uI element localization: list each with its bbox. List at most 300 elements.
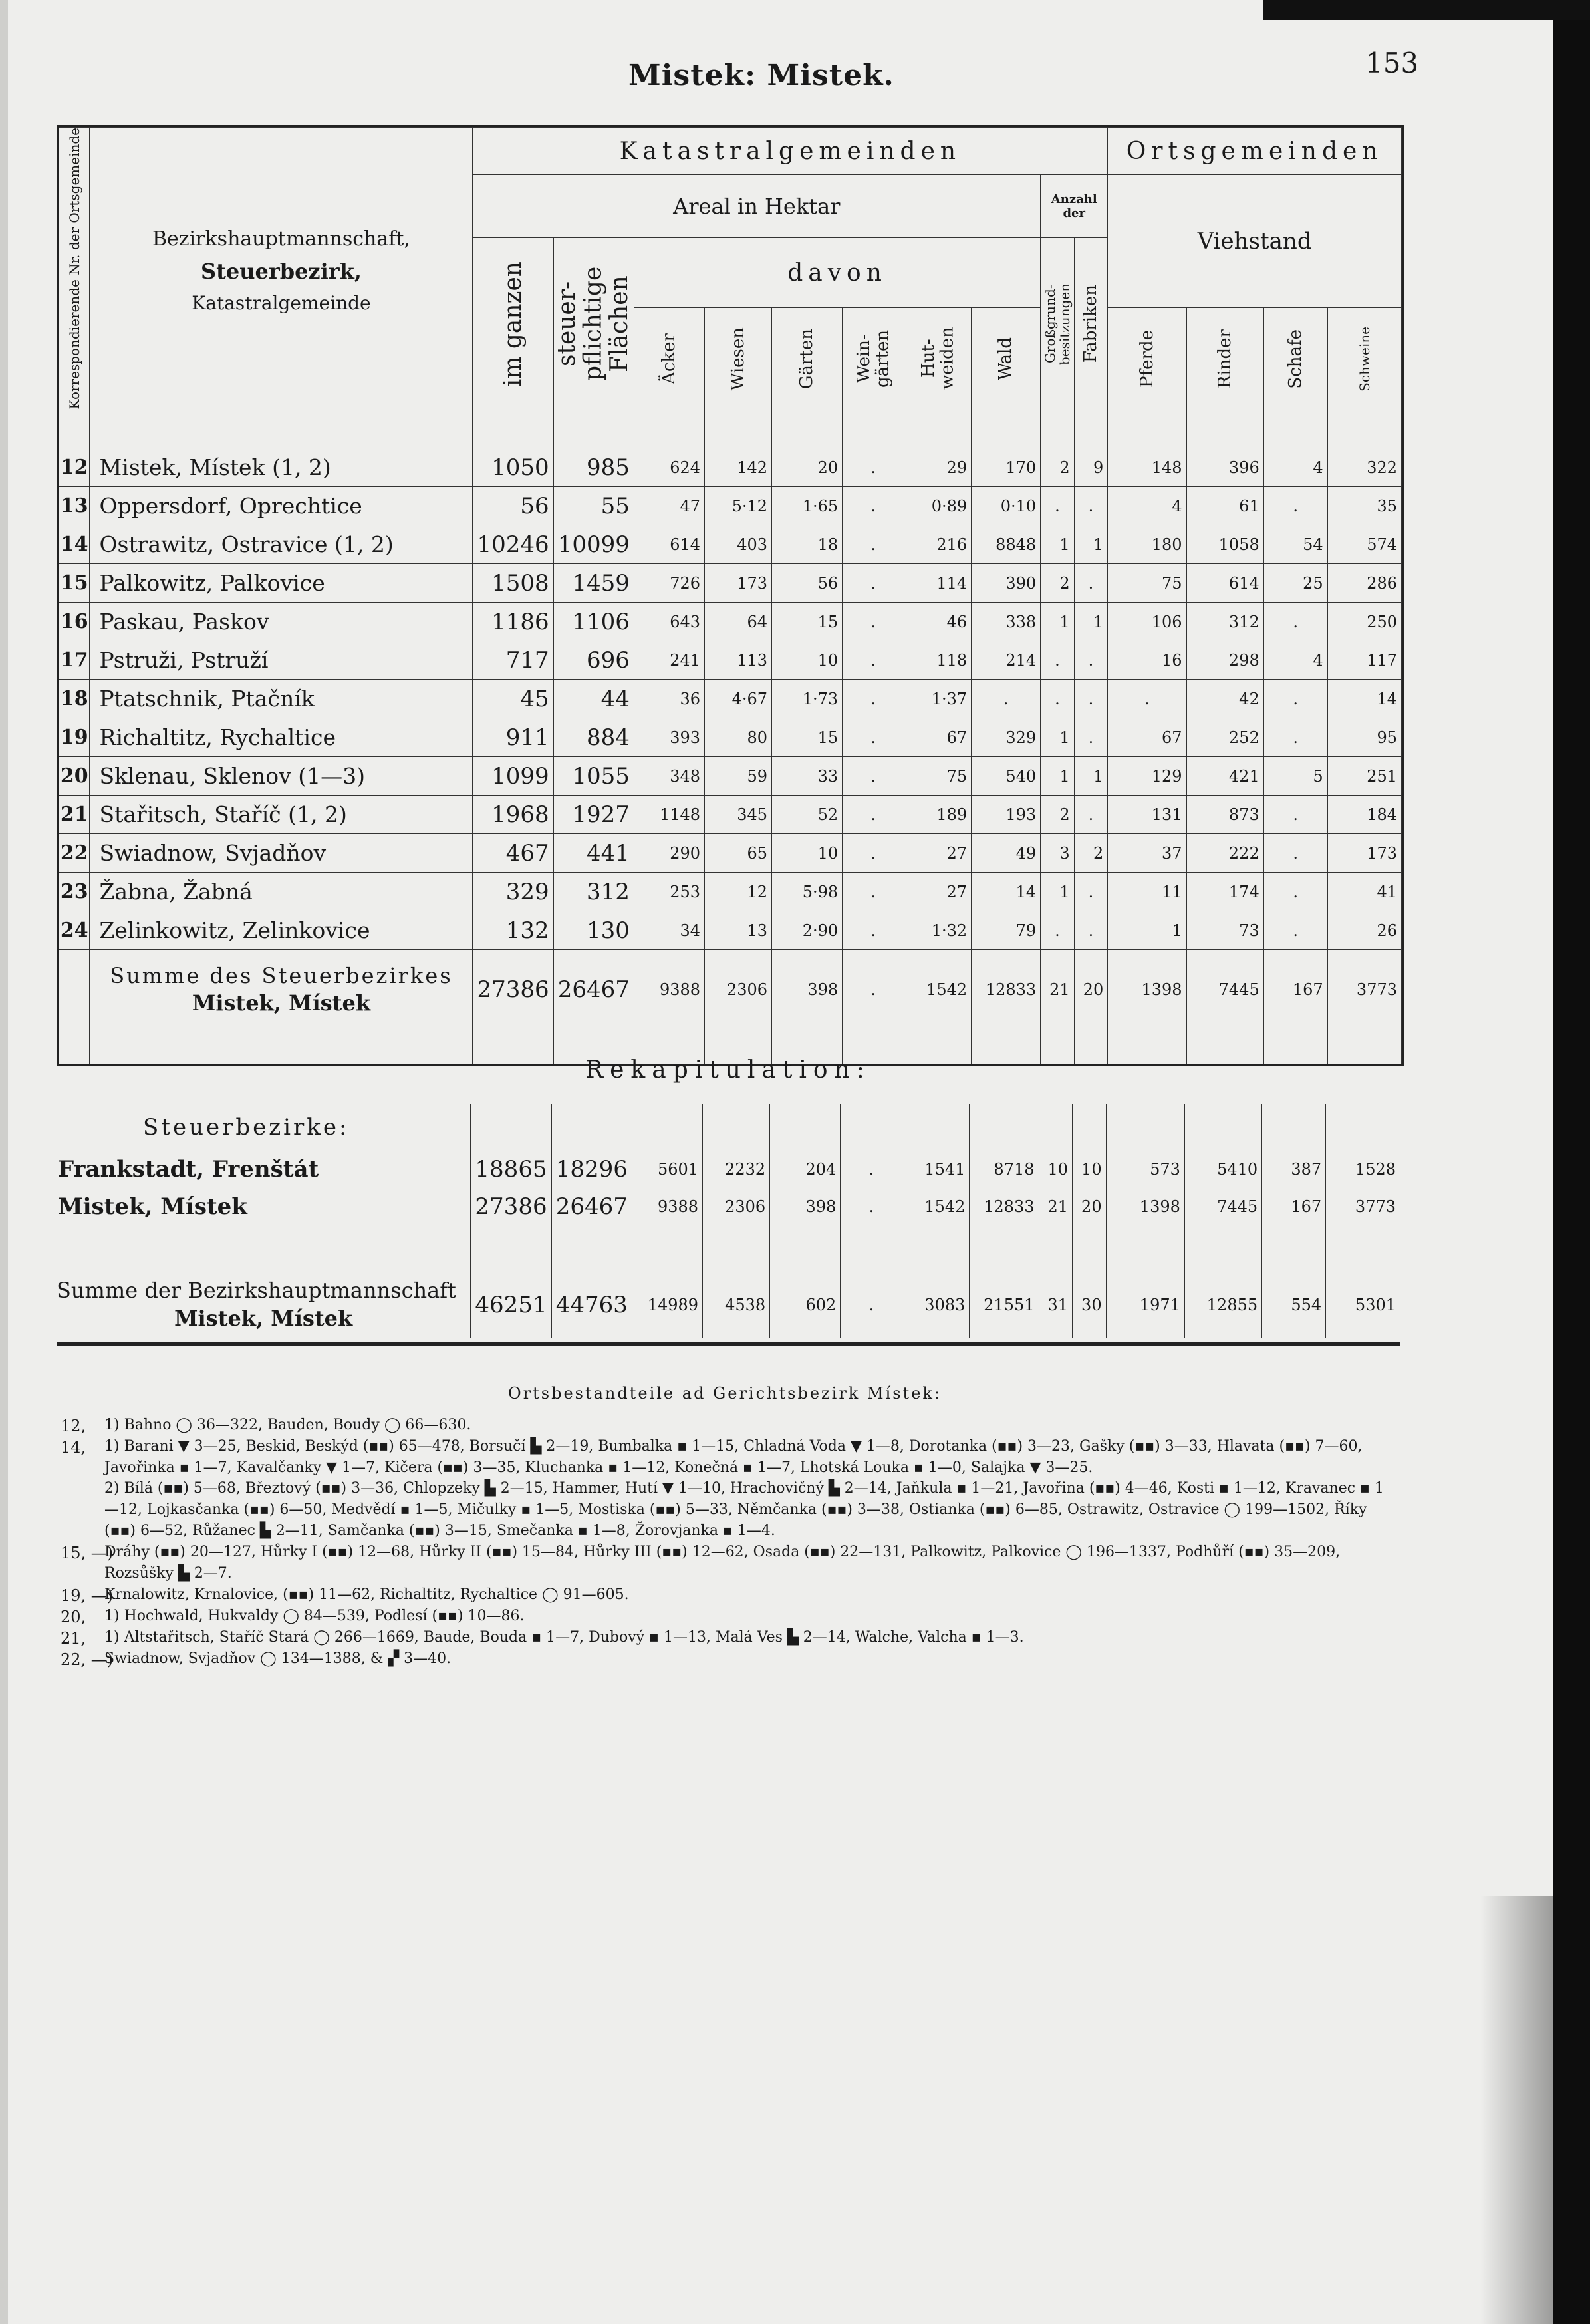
row-value: 27: [904, 873, 972, 911]
row-number: 14: [59, 525, 90, 564]
rekapitulation-value: 387: [1262, 1151, 1326, 1188]
row-value: 2: [1041, 564, 1075, 603]
row-value: 290: [634, 834, 704, 873]
row-value: 2: [1041, 796, 1075, 834]
row-value: 286: [1327, 564, 1401, 603]
footnote-line: [57, 1478, 1393, 1542]
row-value: .: [1263, 603, 1327, 641]
district-header-line1: Bezirkshauptmannschaft,: [152, 227, 410, 251]
summe-nr: [59, 950, 90, 1030]
rekapitulation-label: Frankstadt, Frenštát: [58, 1156, 319, 1183]
row-number: 24: [59, 911, 90, 950]
row-name: Sklenau, Sklenov (1—3): [90, 757, 473, 796]
row-value: 129: [1108, 757, 1186, 796]
footnote-line: [57, 1627, 1393, 1648]
rekapitulation-label: Mistek, Místek: [58, 1193, 247, 1220]
rekapitulation-value: 3773: [1326, 1188, 1400, 1225]
row-value: 2: [1041, 448, 1075, 487]
row-value: 4: [1263, 448, 1327, 487]
row-value: 35: [1327, 487, 1401, 525]
row-value: 73: [1186, 911, 1263, 950]
fabriken-header: Fabriken: [1074, 238, 1108, 414]
rekapitulation-value: 18296: [551, 1151, 632, 1188]
statistics-table: [57, 125, 1404, 1066]
table-row: [59, 603, 1402, 641]
rekapitulation-summe-value: 3083: [902, 1272, 970, 1338]
spacer-row: [57, 1225, 1400, 1272]
wiesen-header: Wiesen: [705, 308, 772, 414]
row-value: 55: [553, 487, 634, 525]
district-header-line3: Katastralgemeinde: [192, 291, 371, 314]
row-value: 216: [904, 525, 972, 564]
row-value: 5: [1263, 757, 1327, 796]
row-name: Mistek, Místek (1, 2): [90, 448, 473, 487]
page-number: 153: [1365, 47, 1419, 79]
row-value: 64: [705, 603, 772, 641]
row-value: .: [1074, 796, 1108, 834]
row-value: 10099: [553, 525, 634, 564]
row-value: 1: [1041, 873, 1075, 911]
row-value: 14: [1327, 680, 1401, 718]
row-number: 20: [59, 757, 90, 796]
rekapitulation-summe-value: 5301: [1326, 1272, 1400, 1338]
summe-value: 7445: [1186, 950, 1263, 1030]
page-title: Mistek: Mistek.: [628, 59, 894, 92]
row-value: 250: [1327, 603, 1401, 641]
row-value: 396: [1186, 448, 1263, 487]
scan-top-edge: [1263, 0, 1590, 20]
rekapitulation-summe-value: 31: [1039, 1272, 1073, 1338]
rekapitulation-value: 8718: [970, 1151, 1039, 1188]
row-value: 1·73: [772, 680, 843, 718]
row-value: 540: [972, 757, 1041, 796]
rekapitulation-summe-value: 602: [770, 1272, 841, 1338]
row-value: 1508: [473, 564, 553, 603]
row-name: Palkowitz, Palkovice: [90, 564, 473, 603]
row-value: 1050: [473, 448, 553, 487]
row-value: 1968: [473, 796, 553, 834]
row-value: .: [972, 680, 1041, 718]
row-number: 12: [59, 448, 90, 487]
row-value: .: [1074, 564, 1108, 603]
row-value: 14: [972, 873, 1041, 911]
row-number: 15: [59, 564, 90, 603]
row-value: 467: [473, 834, 553, 873]
row-value: 174: [1186, 873, 1263, 911]
row-value: 189: [904, 796, 972, 834]
summe-row: [59, 950, 1402, 1030]
summe-value: 1398: [1108, 950, 1186, 1030]
row-value: 1058: [1186, 525, 1263, 564]
row-value: 1055: [553, 757, 634, 796]
row-value: 1186: [473, 603, 553, 641]
row-value: 1: [1041, 757, 1075, 796]
footnote-text: 1) Barani ▼ 3—25, Beskid, Beskýd (▪▪) 65—478, Borsučí ▙ 2—19, Bumbalka ▪ 1—15, Chladná Voda ▼ 1—8, Dorotanka (▪▪) 3—23, Gašky (▪▪) 3—33, Hlavata (▪▪) 7—60, Javořinka ▪ 1—7, Kavalčanky ▼ 1—7, Kičera (▪▪) 3—35, Kluchanka ▪ 1—12, Konečná ▪ 1—7, Lhotská Louka ▪ 1—0, Salajka ▼ 3—25.: [104, 1437, 1363, 1476]
row-value: 45: [473, 680, 553, 718]
footnote-number: 12,: [61, 1416, 86, 1435]
row-value: 4: [1263, 641, 1327, 680]
rekapitulation-summe-value: 21551: [970, 1272, 1039, 1338]
row-value: 59: [705, 757, 772, 796]
row-value: 42: [1186, 680, 1263, 718]
footnote-line: [57, 1606, 1393, 1627]
row-value: 9: [1074, 448, 1108, 487]
table-row: [59, 641, 1402, 680]
row-value: .: [843, 873, 904, 911]
row-value: 117: [1327, 641, 1401, 680]
row-value: 80: [705, 718, 772, 757]
row-value: 1099: [473, 757, 553, 796]
footnote-number: 14,: [61, 1437, 86, 1457]
row-value: 574: [1327, 525, 1401, 564]
footnote-number: 22, —): [61, 1650, 114, 1669]
katastral-header: Katastralgemeinden: [473, 128, 1108, 175]
rekapitulation-value: 1528: [1326, 1151, 1400, 1188]
pferde-header: Pferde: [1108, 308, 1186, 414]
row-value: 4·67: [705, 680, 772, 718]
row-value: 26: [1327, 911, 1401, 950]
footnote-text: Swiadnow, Svjadňov ◯ 134—1388, & ▞ 3—40.: [104, 1650, 452, 1667]
row-value: 130: [553, 911, 634, 950]
rekapitulation-value: 1541: [902, 1151, 970, 1188]
rekapitulation-value: 9388: [632, 1188, 702, 1225]
row-value: .: [843, 641, 904, 680]
row-value: 65: [705, 834, 772, 873]
rekapitulation-summe-row: [57, 1272, 1400, 1338]
table-row: [59, 757, 1402, 796]
wald-header: Wald: [972, 308, 1041, 414]
row-value: 41: [1327, 873, 1401, 911]
row-value: 95: [1327, 718, 1401, 757]
footnote-number: 21,: [61, 1628, 86, 1648]
row-value: .: [1074, 911, 1108, 950]
row-value: 193: [972, 796, 1041, 834]
im-ganzen-header: im ganzen: [473, 238, 553, 414]
row-number: 22: [59, 834, 90, 873]
row-value: 643: [634, 603, 704, 641]
row-value: 12: [705, 873, 772, 911]
rekapitulation-value: 398: [770, 1188, 841, 1225]
row-value: .: [1074, 641, 1108, 680]
row-value: .: [1263, 796, 1327, 834]
areal-header: Areal in Hektar: [473, 175, 1041, 238]
summe-value: 3773: [1327, 950, 1401, 1030]
row-name: Ptatschnik, Ptačník: [90, 680, 473, 718]
rekapitulation-value: 5601: [632, 1151, 702, 1188]
table-row: [59, 873, 1402, 911]
row-value: .: [843, 680, 904, 718]
row-value: 20: [772, 448, 843, 487]
row-name: Richaltitz, Rychaltice: [90, 718, 473, 757]
row-value: 46: [904, 603, 972, 641]
rekapitulation-value: 27386: [471, 1188, 551, 1225]
row-name: Swiadnow, Svjadňov: [90, 834, 473, 873]
row-name: Paskau, Paskov: [90, 603, 473, 641]
row-value: 75: [904, 757, 972, 796]
row-value: 36: [634, 680, 704, 718]
row-value: 54: [1263, 525, 1327, 564]
row-value: 241: [634, 641, 704, 680]
row-value: 1: [1074, 603, 1108, 641]
rekapitulation-summe-value: 4538: [703, 1272, 770, 1338]
footnote-line: [57, 1415, 1393, 1436]
row-value: 61: [1186, 487, 1263, 525]
row-value: 4: [1108, 487, 1186, 525]
row-value: .: [843, 718, 904, 757]
row-value: .: [1041, 641, 1075, 680]
row-value: .: [843, 487, 904, 525]
rekapitulation-row: [57, 1151, 1400, 1188]
row-value: .: [843, 448, 904, 487]
rekapitulation-value: 12833: [970, 1188, 1039, 1225]
row-value: 0·89: [904, 487, 972, 525]
row-value: 131: [1108, 796, 1186, 834]
rekapitulation-title: Rekapitulation:: [585, 1056, 871, 1084]
row-value: 13: [705, 911, 772, 950]
row-value: 75: [1108, 564, 1186, 603]
row-value: .: [1263, 680, 1327, 718]
table-row: [59, 448, 1402, 487]
row-value: 1·65: [772, 487, 843, 525]
row-value: 47: [634, 487, 704, 525]
row-value: 1106: [553, 603, 634, 641]
row-value: 0·10: [972, 487, 1041, 525]
row-number: 17: [59, 641, 90, 680]
row-value: 911: [473, 718, 553, 757]
row-value: 114: [904, 564, 972, 603]
footnote-number: 20,: [61, 1607, 86, 1626]
row-value: .: [1263, 487, 1327, 525]
summe-value: 1542: [904, 950, 972, 1030]
rekapitulation-table: [57, 1104, 1400, 1338]
row-name: Pstruži, Pstruží: [90, 641, 473, 680]
row-value: 214: [972, 641, 1041, 680]
row-value: 390: [972, 564, 1041, 603]
rekapitulation-summe-line1: Summe der Bezirkshauptmannschaft: [57, 1278, 456, 1304]
rekapitulation-summe-label: [57, 1272, 471, 1338]
row-value: 252: [1186, 718, 1263, 757]
row-value: 1459: [553, 564, 634, 603]
row-value: 1: [1074, 757, 1108, 796]
rekapitulation-value: .: [841, 1188, 902, 1225]
gaerten-header: Gärten: [772, 308, 843, 414]
rekapitulation-value: 7445: [1184, 1188, 1261, 1225]
scan-right-edge: [1553, 0, 1590, 2324]
table-row: [59, 525, 1402, 564]
row-value: .: [1108, 680, 1186, 718]
row-value: 15: [772, 603, 843, 641]
rekapitulation-summe-value: 46251: [471, 1272, 551, 1338]
rekapitulation-summe-value: 14989: [632, 1272, 702, 1338]
rekapitulation-value: 5410: [1184, 1151, 1261, 1188]
summe-value: 398: [772, 950, 843, 1030]
row-value: 148: [1108, 448, 1186, 487]
rekapitulation-value: 573: [1106, 1151, 1184, 1188]
summe-value: 12833: [972, 950, 1041, 1030]
row-value: 56: [772, 564, 843, 603]
row-value: .: [1041, 911, 1075, 950]
summe-value: 27386: [473, 950, 553, 1030]
hutweiden-header: Hut-weiden: [904, 308, 972, 414]
row-value: 106: [1108, 603, 1186, 641]
row-value: 1: [1074, 525, 1108, 564]
row-value: 624: [634, 448, 704, 487]
table-row: [59, 796, 1402, 834]
row-value: 717: [473, 641, 553, 680]
row-number: 13: [59, 487, 90, 525]
summe-label-line2: Mistek, Místek: [192, 990, 370, 1016]
footnote-text: Dráhy (▪▪) 20—127, Hůrky I (▪▪) 12—68, Hůrky II (▪▪) 15—84, Hůrky III (▪▪) 12—62, Osada (▪▪) 22—131, Palkowitz, Palkovice ◯ 196—1337, Podhůří (▪▪) 35—209, Rozsůšky ▙ 2—7.: [104, 1544, 1341, 1582]
row-name: Oppersdorf, Oprechtice: [90, 487, 473, 525]
row-value: 79: [972, 911, 1041, 950]
rekapitulation-summe-value: 554: [1262, 1272, 1326, 1338]
row-value: .: [843, 525, 904, 564]
row-number: 21: [59, 796, 90, 834]
row-name: Stařitsch, Staříč (1, 2): [90, 796, 473, 834]
footnote-text: 2) Bílá (▪▪) 5—68, Březtový (▪▪) 3—36, Chlopzeky ▙ 2—15, Hammer, Hutí ▼ 1—10, Hrachovičný ▙ 2—14, Jaňkula ▪ 1—21, Javořina (▪▪) 4—46, Kosti ▪ 1—12, Kravanec ▪ 1—12, Lojkasčanka (▪▪) 6—50, Medvědí ▪ 1—5, Mičulky ▪ 1—5, Mostiska (▪▪) 5—33, Němčanka (▪▪) 3—38, Ostianka (▪▪) 6—85, Ostrawitz, Ostravice ◯ 199—1502, Říky (▪▪) 6—52, Růžanec ▙ 2—11, Samčanka (▪▪) 3—15, Smečanka ▪ 1—8, Žorovjanka ▪ 1—4.: [104, 1480, 1384, 1540]
row-value: 49: [972, 834, 1041, 873]
summe-value: 26467: [553, 950, 634, 1030]
row-value: 338: [972, 603, 1041, 641]
rekapitulation-value: 21: [1039, 1188, 1073, 1225]
row-value: 3: [1041, 834, 1075, 873]
row-value: 222: [1186, 834, 1263, 873]
footnotes: [57, 1382, 1393, 1669]
scan-left-edge: [0, 0, 8, 2324]
row-number: 19: [59, 718, 90, 757]
main-table: [59, 127, 1402, 1064]
district-header-line2: Steuerbezirk,: [200, 258, 362, 284]
footnote-number: 19, —): [61, 1586, 114, 1605]
row-value: 180: [1108, 525, 1186, 564]
rekapitulation-value: 2232: [703, 1151, 770, 1188]
row-value: .: [1041, 487, 1075, 525]
row-value: 37: [1108, 834, 1186, 873]
row-value: .: [1041, 680, 1075, 718]
row-value: 33: [772, 757, 843, 796]
row-number: 16: [59, 603, 90, 641]
row-value: 25: [1263, 564, 1327, 603]
row-value: 298: [1186, 641, 1263, 680]
row-value: 173: [1327, 834, 1401, 873]
row-value: 10: [772, 641, 843, 680]
row-value: .: [1263, 718, 1327, 757]
row-value: 5·12: [705, 487, 772, 525]
row-value: 1: [1041, 603, 1075, 641]
row-value: 329: [972, 718, 1041, 757]
rekapitulation-value: 1542: [902, 1188, 970, 1225]
steuerpflichtige-header: steuer-pflichtige Flächen: [553, 238, 634, 414]
rekapitulation-value: .: [841, 1151, 902, 1188]
row-value: 44: [553, 680, 634, 718]
row-name: Ostrawitz, Ostravice (1, 2): [90, 525, 473, 564]
row-value: 873: [1186, 796, 1263, 834]
row-value: .: [1074, 873, 1108, 911]
table-row: [59, 911, 1402, 950]
row-value: 2·90: [772, 911, 843, 950]
row-value: 67: [1108, 718, 1186, 757]
row-value: .: [843, 911, 904, 950]
acker-header: Äcker: [634, 308, 704, 414]
rekapitulation-value: 204: [770, 1151, 841, 1188]
row-value: 1·37: [904, 680, 972, 718]
row-value: .: [843, 796, 904, 834]
rekapitulation-summe-value: 12855: [1184, 1272, 1261, 1338]
row-value: .: [843, 834, 904, 873]
row-value: 614: [1186, 564, 1263, 603]
row-value: 345: [705, 796, 772, 834]
row-value: 118: [904, 641, 972, 680]
summe-value: 21: [1041, 950, 1075, 1030]
rekapitulation-summe-value: .: [841, 1272, 902, 1338]
row-value: 884: [553, 718, 634, 757]
table-row: [59, 834, 1402, 873]
footnote-line: [57, 1648, 1393, 1670]
summe-label: [90, 950, 473, 1030]
row-value: 1: [1108, 911, 1186, 950]
row-value: 312: [1186, 603, 1263, 641]
rekapitulation-heading: Steuerbezirke:: [143, 1114, 350, 1141]
rekapitulation-summe-value: 30: [1073, 1272, 1107, 1338]
row-value: 16: [1108, 641, 1186, 680]
table-bottom-rule: [57, 1342, 1400, 1346]
footnote-text: 1) Hochwald, Hukvaldy ◯ 84—539, Podlesí (▪▪) 10—86.: [104, 1607, 525, 1624]
row-value: .: [1263, 834, 1327, 873]
row-value: 34: [634, 911, 704, 950]
row-value: 56: [473, 487, 553, 525]
row-value: 113: [705, 641, 772, 680]
anzahl-header: Anzahl der: [1041, 175, 1108, 238]
footnote-line: [57, 1436, 1393, 1479]
rekapitulation-value: 167: [1262, 1188, 1326, 1225]
row-value: 253: [634, 873, 704, 911]
nr-header: Korrespondierende Nr. der Ortsgemeinde: [59, 128, 90, 414]
schafe-header: Schafe: [1263, 308, 1327, 414]
davon-header: davon: [634, 238, 1040, 308]
row-value: 18: [772, 525, 843, 564]
district-header: [90, 128, 473, 414]
row-value: 52: [772, 796, 843, 834]
rekapitulation-value: 18865: [471, 1151, 551, 1188]
row-value: 29: [904, 448, 972, 487]
row-value: 5·98: [772, 873, 843, 911]
table-row: [59, 487, 1402, 525]
footnote-text: Krnalowitz, Krnalovice, (▪▪) 11—62, Richaltitz, Rychaltice ◯ 91—605.: [104, 1586, 629, 1603]
summe-value: 9388: [634, 950, 704, 1030]
row-value: 322: [1327, 448, 1401, 487]
weingaerten-header: Wein-gärten: [843, 308, 904, 414]
row-value: 67: [904, 718, 972, 757]
row-number: 18: [59, 680, 90, 718]
summe-value: .: [843, 950, 904, 1030]
row-value: 726: [634, 564, 704, 603]
row-value: 10: [772, 834, 843, 873]
table-row: [59, 718, 1402, 757]
row-value: 329: [473, 873, 553, 911]
row-value: 170: [972, 448, 1041, 487]
row-value: .: [1074, 487, 1108, 525]
row-value: 393: [634, 718, 704, 757]
grossgrund-header: Großgrund-besitzungen: [1041, 238, 1075, 414]
row-value: 132: [473, 911, 553, 950]
row-value: 2: [1074, 834, 1108, 873]
rekapitulation-value: 20: [1073, 1188, 1107, 1225]
table-row: [59, 564, 1402, 603]
row-value: 27: [904, 834, 972, 873]
footnotes-title: Ortsbestandteile ad Gerichtsbezirk Místek:: [507, 1384, 942, 1403]
row-value: 10246: [473, 525, 553, 564]
row-value: .: [1074, 718, 1108, 757]
